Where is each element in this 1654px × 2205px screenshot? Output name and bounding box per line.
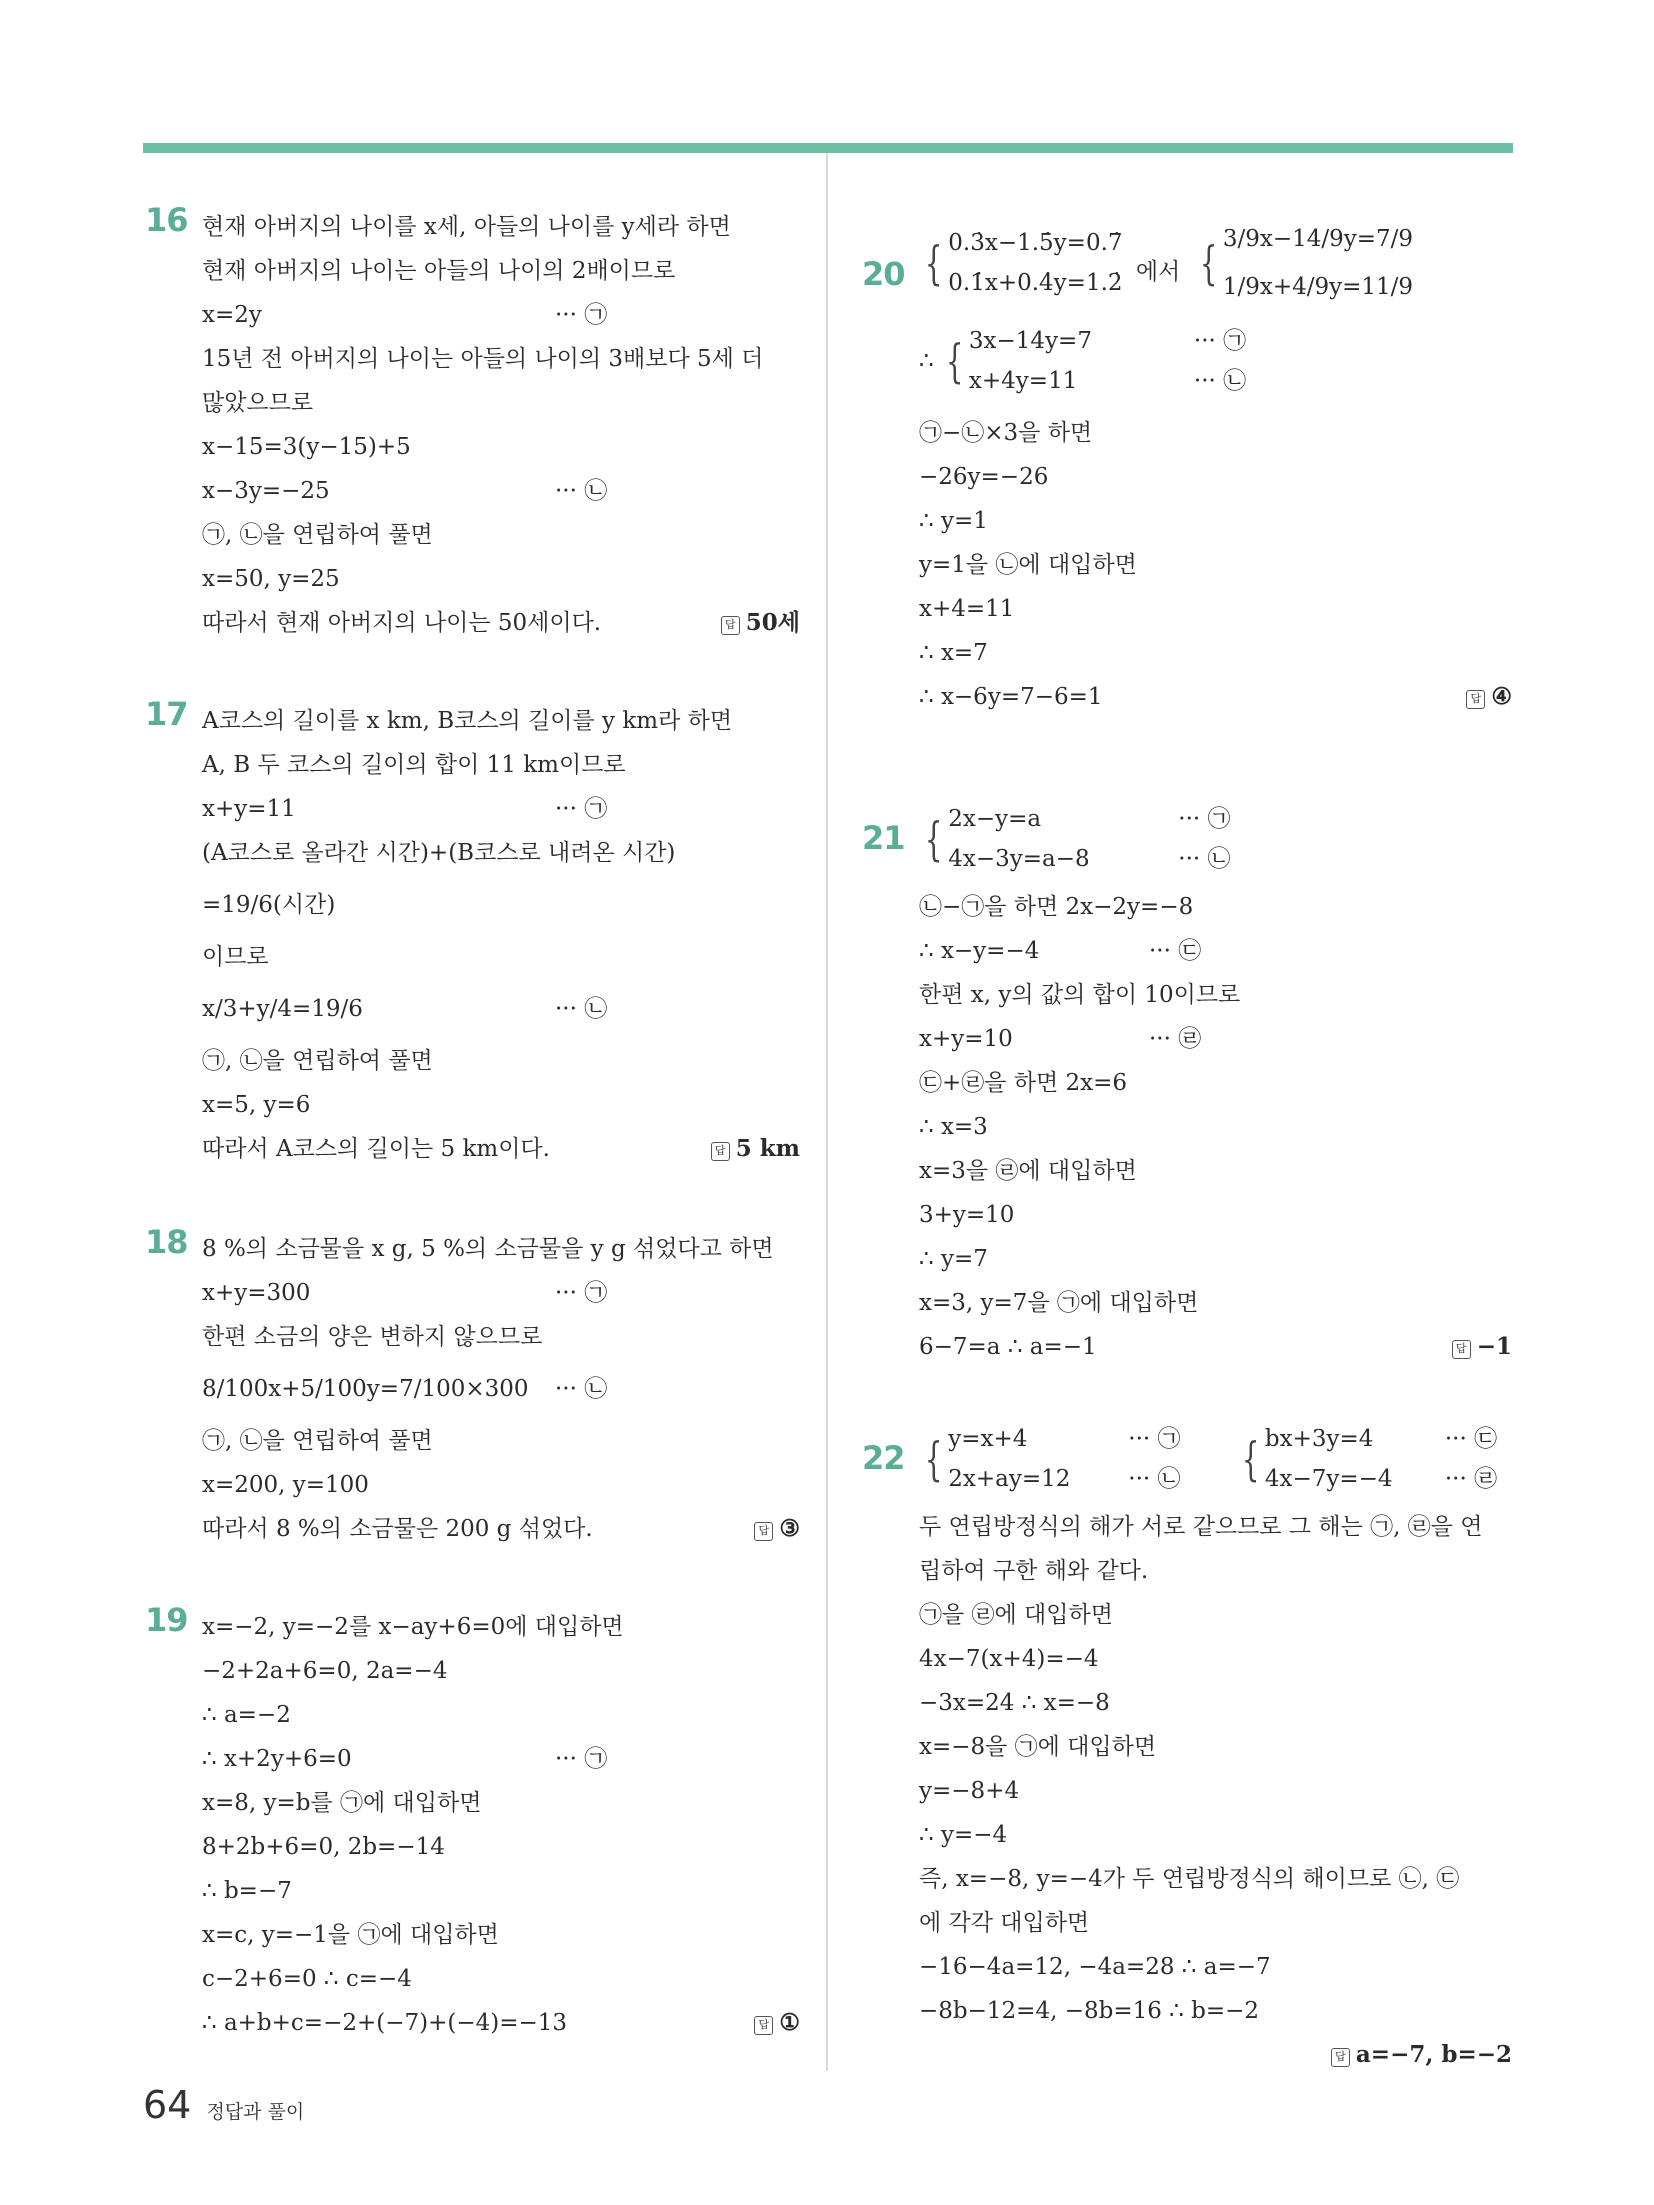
problem-number: 17 — [145, 695, 188, 733]
equation-marker: ··· ㉠ — [555, 1280, 608, 1306]
equation-line: ∴ x=3 — [919, 1114, 988, 1140]
answer-row — [919, 675, 1512, 719]
answer-tag-icon: 답 — [1466, 690, 1485, 709]
solution-line: x=8, y=b를 ㉠에 대입하면 — [202, 1790, 482, 1816]
equation-system — [919, 223, 1123, 303]
problem-number: 18 — [145, 1223, 188, 1261]
equation-line: x+4=11 — [919, 596, 1015, 622]
section-title: 정답과 풀이 — [206, 2101, 305, 2123]
equation-marker: ··· ㉠ — [555, 302, 608, 328]
equation-marker: ··· ㉢ — [1444, 1426, 1498, 1452]
answer — [754, 2001, 800, 2045]
equation-line: ∴ y=1 — [919, 508, 988, 534]
equation-line: ∴ y=7 — [919, 1246, 988, 1272]
equation-line: −16−4a=12, −4a=28 ∴ a=−7 — [919, 1954, 1271, 1980]
conclusion: 따라서 A코스의 길이는 5 km이다. — [202, 1136, 550, 1162]
solution-line: ㉠, ㉡을 연립하여 풀면 — [202, 1428, 433, 1454]
connector-text: 에서 — [1135, 259, 1181, 285]
equation-line: 4x−7(x+4)=−4 — [919, 1646, 1099, 1672]
equation-line — [202, 1737, 800, 1781]
equation: ∴ x+2y+6=0 — [202, 1746, 352, 1772]
conclusion: 따라서 8 %의 소금물은 200 g 섞었다. — [202, 1516, 593, 1542]
solution-line: ㉡−㉠을 하면 2x−2y=−8 — [919, 894, 1194, 920]
equation: 8/100x+5/100y=7/100×300 — [202, 1376, 529, 1402]
solution-line: y=1을 ㉡에 대입하면 — [919, 552, 1137, 578]
equation-line — [202, 469, 800, 513]
answer — [754, 1507, 800, 1551]
equation-line: c−2+6=0 ∴ c=−4 — [202, 1966, 412, 1992]
solution-line: x=3을 ㉣에 대입하면 — [919, 1158, 1137, 1184]
equation-line — [202, 293, 800, 337]
solution-line: x=3, y=7을 ㉠에 대입하면 — [919, 1290, 1199, 1316]
answer-value: −1 — [1476, 1333, 1512, 1360]
equation-line — [919, 1017, 1512, 1061]
equation-marker: ··· ㉠ — [555, 1746, 608, 1772]
equation-line: −2+2a+6=0, 2a=−4 — [202, 1658, 448, 1684]
system-equation: bx+3y=4 ··· ㉢ — [1265, 1419, 1393, 1459]
equation-marker: ··· ㉡ — [555, 996, 608, 1022]
equation-line — [202, 1271, 800, 1315]
solution-line: 립하여 구한 해와 같다. — [919, 1558, 1149, 1584]
answer-tag-icon: 답 — [711, 1142, 730, 1161]
solution-line: A, B 두 코스의 길이의 합이 11 km이므로 — [202, 752, 626, 778]
answer — [711, 1127, 800, 1171]
solution-line: ㉠을 ㉣에 대입하면 — [919, 1602, 1113, 1628]
solution-line: (A코스로 올라간 시간)+(B코스로 내려온 시간) — [202, 840, 676, 866]
solution-line: 두 연립방정식의 해가 서로 같으므로 그 해는 ㉠, ㉣을 연 — [919, 1514, 1483, 1540]
equation-system — [919, 799, 1231, 879]
solution-line: ㉠, ㉡을 연립하여 풀면 — [202, 1048, 433, 1074]
problem-21 — [862, 799, 1512, 1369]
page-footer — [143, 2083, 304, 2127]
equation-line: x−15=3(y−15)+5 — [202, 434, 411, 460]
equation-line — [202, 1359, 800, 1419]
equation: x+y=300 — [202, 1280, 311, 1306]
conclusion: ∴ x−6y=7−6=1 — [919, 684, 1103, 710]
equation-line: =19/6(시간) — [202, 892, 336, 918]
equation-marker: ··· ㉠ — [1193, 328, 1247, 354]
solution-line: 에 각각 대입하면 — [919, 1910, 1090, 1936]
equation-line: x=200, y=100 — [202, 1472, 369, 1498]
system-equation: 3/9x−14/9y=7/9 — [1222, 226, 1414, 252]
equation-system — [1236, 1419, 1498, 1499]
problem-number: 19 — [145, 1601, 188, 1639]
answer-value: a=−7, b=−2 — [1355, 2041, 1512, 2068]
problem-number: 21 — [862, 819, 905, 857]
equation-marker: ··· ㉡ — [555, 1376, 608, 1402]
left-brace-icon: { — [945, 334, 964, 388]
equation-system-line — [919, 321, 1512, 411]
equation-line: −3x=24 ∴ x=−8 — [919, 1690, 1110, 1716]
equation: x+y=10 — [919, 1026, 1013, 1052]
solution-line: 15년 전 아버지의 나이는 아들의 나이의 3배보다 5세 더 — [202, 346, 764, 372]
problem-number: 20 — [862, 255, 905, 293]
answer-value: ① — [779, 2009, 800, 2036]
solution-line: ㉠−㉡×3을 하면 — [919, 420, 1093, 446]
solution-line: 한편 x, y의 값의 합이 10이므로 — [919, 982, 1241, 1008]
answer-tag-icon: 답 — [754, 2016, 773, 2035]
equation-line — [919, 929, 1512, 973]
equation-line: −8b−12=4, −8b=16 ∴ b=−2 — [919, 1998, 1260, 2024]
system-equation: 3x−14y=7 ··· ㉠ — [969, 321, 1092, 361]
equation-line: −26y=−26 — [919, 464, 1049, 490]
solution-line: 많았으므로 — [202, 390, 314, 416]
problem-17 — [145, 695, 800, 1171]
answer-row — [202, 2001, 800, 2045]
equation-marker: ··· ㉡ — [1178, 846, 1231, 872]
answer-tag-icon: 답 — [721, 616, 740, 635]
problem-20 — [862, 215, 1512, 719]
equation-marker: ··· ㉢ — [1149, 938, 1202, 964]
problem-number: 16 — [145, 201, 188, 239]
answer-value: 50세 — [745, 609, 800, 636]
system-equation: x+4y=11 ··· ㉡ — [969, 361, 1092, 401]
conclusion: 6−7=a ∴ a=−1 — [919, 1334, 1097, 1360]
problem-number: 22 — [862, 1439, 905, 1477]
answer-tag-icon: 답 — [1452, 1340, 1471, 1359]
equation-line: y=−8+4 — [919, 1778, 1020, 1804]
equation-system-line — [919, 1419, 1512, 1505]
solution-line: ㉢+㉣을 하면 2x=6 — [919, 1070, 1128, 1096]
solution-line: ㉠, ㉡을 연립하여 풀면 — [202, 522, 433, 548]
conclusion: ∴ a+b+c=−2+(−7)+(−4)=−13 — [202, 2010, 568, 2036]
system-equation: 4x−3y=a−8 ··· ㉡ — [948, 839, 1089, 879]
left-column — [145, 201, 800, 2045]
equation-marker: ··· ㉡ — [1128, 1466, 1181, 1492]
system-equation: 2x+ay=12 ··· ㉡ — [948, 1459, 1228, 1499]
answer — [1331, 2041, 1512, 2068]
left-brace-icon: { — [1199, 236, 1218, 290]
equation-system-line — [919, 215, 1512, 311]
answer-value: ③ — [779, 1515, 800, 1542]
equation-marker: ··· ㉣ — [1149, 1026, 1202, 1052]
equation: ∴ x−y=−4 — [919, 938, 1040, 964]
equation-system — [919, 321, 1247, 401]
solution-line: 현재 아버지의 나이는 아들의 나이의 2배이므로 — [202, 258, 676, 284]
solution-line: x=c, y=−1을 ㉠에 대입하면 — [202, 1922, 499, 1948]
solution-line: 즉, x=−8, y=−4가 두 연립방정식의 해이므로 ㉡, ㉢ — [919, 1866, 1460, 1892]
equation-system-line — [919, 799, 1512, 885]
equation-line: x=5, y=6 — [202, 1092, 311, 1118]
system-equation: 0.3̇x−1.5̇y=0.7̇ — [948, 230, 1123, 256]
equation-line: ∴ a=−2 — [202, 1702, 291, 1728]
answer — [1452, 1325, 1512, 1369]
solution-line: 8 %의 소금물을 x g, 5 %의 소금물을 y g 섞었다고 하면 — [202, 1236, 774, 1262]
solution-line: x=−8을 ㉠에 대입하면 — [919, 1734, 1157, 1760]
page-number: 64 — [143, 2083, 192, 2127]
equation-line — [202, 979, 800, 1039]
equation-line: ∴ y=−4 — [919, 1822, 1008, 1848]
equation: x−3y=−25 — [202, 478, 330, 504]
equation-marker: ··· ㉠ — [1128, 1426, 1181, 1452]
equation-line: ∴ b=−7 — [202, 1878, 292, 1904]
equation-line: 8+2b+6=0, 2b=−14 — [202, 1834, 445, 1860]
top-accent-bar — [143, 143, 1513, 153]
equation-line: ∴ x=7 — [919, 640, 988, 666]
equation-marker: ··· ㉡ — [555, 478, 608, 504]
column-divider — [826, 153, 828, 2071]
answer-row — [202, 1127, 800, 1171]
therefore-symbol: ∴ — [919, 348, 934, 374]
system-equation: y=x+4 ··· ㉠ — [948, 1419, 1228, 1459]
solution-line: 한편 소금의 양은 변하지 않으므로 — [202, 1324, 543, 1350]
equation-line: 3+y=10 — [919, 1202, 1015, 1228]
answer-row — [202, 1507, 800, 1551]
system-equation: 0.1̇x+0.4̇y=1.2̇ — [948, 270, 1123, 296]
equation-system — [919, 1419, 1228, 1499]
equation-marker: ··· ㉠ — [1178, 806, 1231, 832]
answer-tag-icon: 답 — [754, 1522, 773, 1541]
system-equation: 1/9x+4/9y=11/9 — [1222, 274, 1414, 300]
equation: x+y=11 — [202, 796, 296, 822]
answer-tag-icon: 답 — [1331, 2048, 1350, 2067]
solution-line: 이므로 — [202, 944, 269, 970]
equation-system — [1194, 215, 1413, 311]
equation-line: x=50, y=25 — [202, 566, 340, 592]
problem-19 — [145, 1601, 800, 2045]
left-brace-icon: { — [924, 812, 943, 866]
left-brace-icon: { — [924, 1432, 943, 1486]
equation: x=2y — [202, 302, 262, 328]
problem-22 — [862, 1419, 1512, 2077]
equation-marker: ··· ㉣ — [1444, 1466, 1498, 1492]
system-equation: 2x−y=a ··· ㉠ — [948, 799, 1089, 839]
answer-row — [202, 601, 800, 645]
equation-marker: ··· ㉠ — [555, 796, 608, 822]
conclusion: 따라서 현재 아버지의 나이는 50세이다. — [202, 610, 602, 636]
answer — [721, 601, 800, 645]
left-brace-icon: { — [924, 236, 943, 290]
answer-row — [919, 2033, 1512, 2077]
solution-line: x=−2, y=−2를 x−ay+6=0에 대입하면 — [202, 1614, 624, 1640]
problem-16 — [145, 201, 800, 645]
answer-value: ④ — [1491, 683, 1512, 710]
system-equation: 4x−7y=−4 ··· ㉣ — [1265, 1459, 1393, 1499]
problem-18 — [145, 1223, 800, 1551]
answer-value: 5 km — [735, 1135, 800, 1162]
equation: x/3+y/4=19/6 — [202, 996, 363, 1022]
right-column — [862, 205, 1512, 2077]
equation-marker: ··· ㉡ — [1193, 368, 1247, 394]
answer — [1466, 675, 1512, 719]
solution-line: A코스의 길이를 x km, B코스의 길이를 y km라 하면 — [202, 708, 733, 734]
solution-line: 현재 아버지의 나이를 x세, 아들의 나이를 y세라 하면 — [202, 214, 731, 240]
answer-row — [919, 1325, 1512, 1369]
equation-line — [202, 787, 800, 831]
left-brace-icon: { — [1241, 1432, 1260, 1486]
